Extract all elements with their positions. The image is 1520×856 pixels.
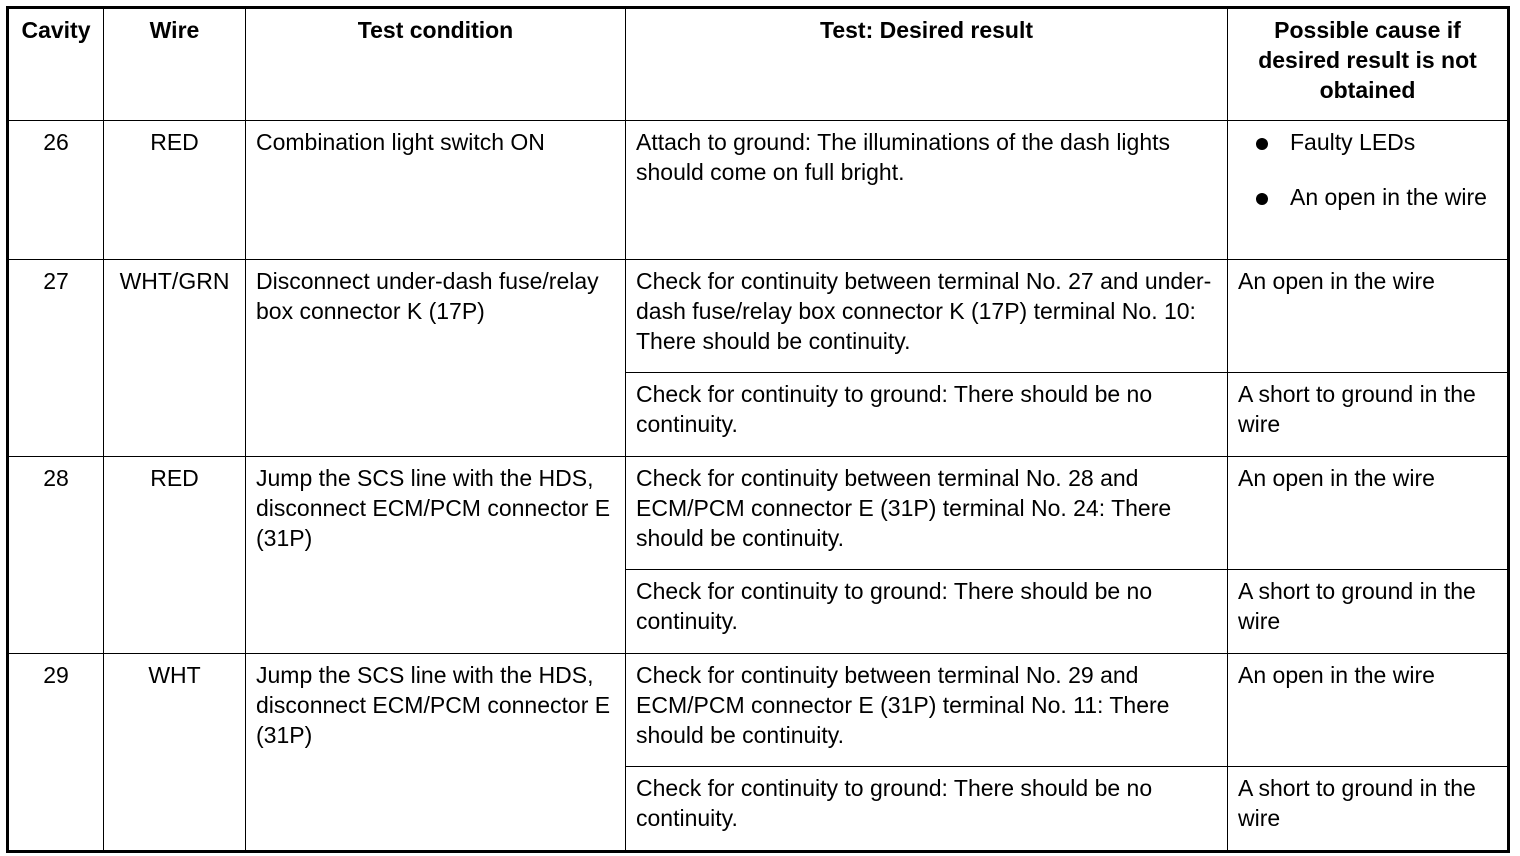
table-row-27 [8, 260, 1509, 373]
cause-cell: A short to ground in the wire [1228, 767, 1509, 852]
cause-item [1238, 182, 1497, 212]
wire-cell: RED [104, 457, 246, 654]
header-row [8, 8, 1509, 121]
wire-cell: WHT [104, 654, 246, 852]
bullet-icon [1256, 193, 1268, 205]
cause-cell: A short to ground in the wire [1228, 570, 1509, 654]
cause-cell: An open in the wire [1228, 260, 1509, 373]
cause-text: Faulty LEDs [1290, 129, 1416, 155]
table-row-28 [8, 457, 1509, 570]
header-desired-result: Test: Desired result [626, 8, 1228, 121]
cause-cell: An open in the wire [1228, 654, 1509, 767]
table-row-26 [8, 121, 1509, 260]
header-cavity: Cavity [8, 8, 104, 121]
result-cell: Check for continuity to ground: There should be no continuity. [626, 373, 1228, 457]
result-cell: Check for continuity between terminal No. 29 and ECM/PCM connector E (31P) terminal No. 11: There should be continuity. [626, 654, 1228, 767]
cause-cell: An open in the wire [1228, 457, 1509, 570]
condition-cell: Jump the SCS line with the HDS, disconnect ECM/PCM connector E (31P) [246, 457, 626, 654]
wire-cell: RED [104, 121, 246, 260]
condition-cell: Combination light switch ON [246, 121, 626, 260]
cause-list [1238, 127, 1497, 212]
result-cell: Check for continuity between terminal No. 27 and under-dash fuse/relay box connector K (17P) terminal No. 10: There should be continuity. [626, 260, 1228, 373]
cavity-cell: 26 [8, 121, 104, 260]
cause-text: An open in the wire [1290, 184, 1487, 210]
test-table [6, 6, 1510, 853]
table-row-29 [8, 654, 1509, 767]
wire-cell: WHT/GRN [104, 260, 246, 457]
cavity-cell: 29 [8, 654, 104, 852]
cavity-cell: 28 [8, 457, 104, 654]
condition-cell: Disconnect under-dash fuse/relay box connector K (17P) [246, 260, 626, 457]
condition-cell: Jump the SCS line with the HDS, disconnect ECM/PCM connector E (31P) [246, 654, 626, 852]
cause-cell [1228, 121, 1509, 260]
cause-item [1238, 127, 1497, 157]
header-test-condition: Test condition [246, 8, 626, 121]
result-cell: Check for continuity between terminal No. 28 and ECM/PCM connector E (31P) terminal No. 24: There should be continuity. [626, 457, 1228, 570]
cavity-cell: 27 [8, 260, 104, 457]
bullet-icon [1256, 138, 1268, 150]
header-possible-cause: Possible cause if desired result is not obtained [1228, 8, 1509, 121]
result-cell: Check for continuity to ground: There should be no continuity. [626, 570, 1228, 654]
header-wire: Wire [104, 8, 246, 121]
result-cell: Check for continuity to ground: There should be no continuity. [626, 767, 1228, 852]
result-cell: Attach to ground: The illuminations of the dash lights should come on full bright. [626, 121, 1228, 260]
cause-cell: A short to ground in the wire [1228, 373, 1509, 457]
